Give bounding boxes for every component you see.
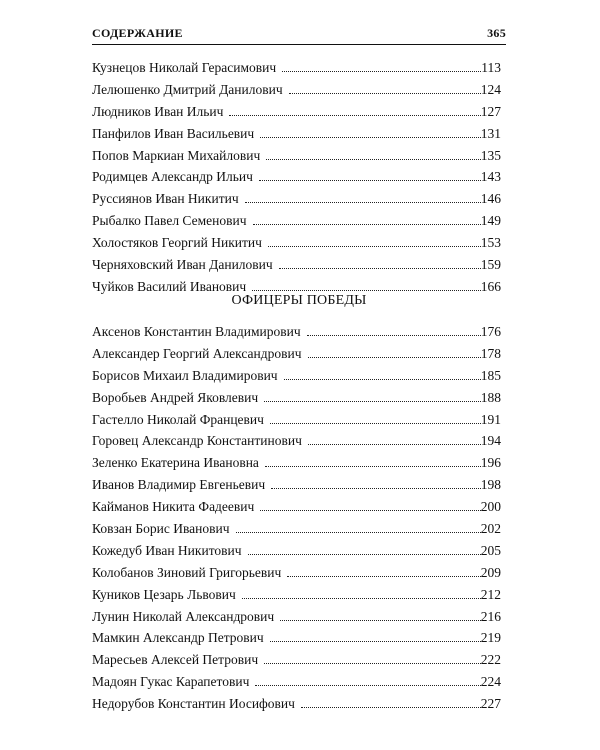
- toc-entry: [92, 518, 501, 540]
- dot-leader: [270, 411, 481, 424]
- toc-list-section-1: [92, 57, 501, 298]
- dot-leader: [307, 323, 481, 336]
- toc-entry-page: 209: [480, 564, 501, 580]
- toc-entry-page: 176: [480, 324, 501, 339]
- toc-entry-page: 196: [480, 455, 501, 471]
- toc-entry-page: 113: [481, 60, 501, 75]
- dot-leader: [287, 564, 480, 577]
- toc-entry: [92, 188, 501, 210]
- toc-entry-page: 135: [480, 147, 501, 163]
- toc-list-section-2: [92, 321, 501, 715]
- dot-leader: [259, 168, 481, 181]
- toc-entry: [92, 145, 501, 167]
- toc-entry-page: 205: [480, 542, 501, 558]
- toc-entry-name: Родимцев Александр Ильич: [92, 169, 253, 185]
- toc-entry-name: Колобанов Зиновий Григорьевич: [92, 564, 282, 580]
- toc-entry-name: Горовец Александр Константинович: [92, 433, 302, 449]
- toc-entry-name: Недорубов Константин Иосифович: [92, 696, 295, 712]
- dot-leader: [284, 367, 481, 380]
- toc-entry-page: 224: [480, 674, 501, 690]
- toc-entry-page: 191: [480, 411, 501, 427]
- toc-entry: [92, 693, 501, 715]
- toc-entry: [92, 166, 501, 188]
- dot-leader: [266, 147, 481, 160]
- toc-entry-name: Борисов Михаил Владимирович: [92, 367, 278, 383]
- toc-entry-page: 153: [480, 235, 501, 251]
- dot-leader: [242, 586, 481, 599]
- toc-entry-name: Чуйков Василий Иванович: [92, 278, 247, 294]
- dot-leader: [260, 498, 480, 511]
- toc-entry-name: Холостяков Георгий Никитич: [92, 235, 262, 251]
- toc-entry: [92, 671, 501, 693]
- toc-entry-page: 131: [480, 125, 501, 141]
- toc-entry-name: Иванов Владимир Евгеньевич: [92, 477, 266, 493]
- dot-leader: [271, 476, 481, 489]
- toc-entry: [92, 343, 501, 365]
- dot-leader: [260, 125, 481, 138]
- toc-entry: [92, 649, 501, 671]
- toc-entry-name: Кожедуб Иван Никитович: [92, 542, 242, 558]
- toc-entry-name: Зеленко Екатерина Ивановна: [92, 455, 259, 471]
- toc-entry: [92, 101, 501, 123]
- toc-entry-page: 212: [480, 586, 501, 602]
- toc-entry: [92, 365, 501, 387]
- toc-entry-page: 149: [480, 213, 501, 229]
- toc-entry-page: 202: [480, 521, 501, 537]
- dot-leader: [265, 454, 481, 467]
- toc-entry-page: 143: [480, 169, 501, 185]
- header-page-number: 365: [487, 26, 506, 40]
- toc-entry-name: Рыбалко Павел Семенович: [92, 213, 247, 229]
- toc-entry-page: 219: [480, 630, 501, 646]
- toc-entry-name: Лелюшенко Дмитрий Данилович: [92, 81, 283, 97]
- dot-leader: [268, 234, 481, 247]
- toc-entry-name: Кузнецов Николай Герасимович: [92, 60, 277, 75]
- toc-entry: [92, 584, 501, 606]
- toc-entry: [92, 210, 501, 232]
- toc-entry: [92, 79, 501, 101]
- toc-entry: [92, 387, 501, 409]
- toc-entry-name: Черняховский Иван Данилович: [92, 257, 273, 273]
- dot-leader: [301, 695, 481, 708]
- toc-entry-page: 185: [480, 367, 501, 383]
- running-header: [92, 24, 506, 45]
- toc-entry: [92, 562, 501, 584]
- dot-leader: [280, 608, 481, 621]
- dot-leader: [289, 81, 481, 94]
- toc-entry-page: 146: [480, 191, 501, 207]
- toc-entry-name: Руссиянов Иван Никитич: [92, 191, 239, 207]
- toc-entry-name: Воробьев Андрей Яковлевич: [92, 389, 259, 405]
- toc-entry-name: Маресьев Алексей Петрович: [92, 652, 259, 668]
- toc-entry-page: 194: [480, 433, 501, 449]
- toc-entry: [92, 254, 501, 276]
- toc-entry-page: 222: [480, 652, 501, 668]
- toc-entry-name: Ковзан Борис Иванович: [92, 521, 230, 537]
- toc-entry-name: Гастелло Николай Францевич: [92, 411, 264, 427]
- toc-entry-page: 227: [480, 696, 501, 712]
- toc-entry-name: Панфилов Иван Васильевич: [92, 125, 255, 141]
- toc-entry-page: 124: [480, 81, 501, 97]
- dot-leader: [308, 432, 481, 445]
- toc-entry: [92, 57, 501, 79]
- toc-entry-page: 127: [480, 103, 501, 119]
- header-title: СОДЕРЖАНИЕ: [92, 26, 183, 40]
- toc-entry-name: Людников Иван Ильич: [92, 103, 224, 119]
- toc-entry-page: 200: [480, 499, 501, 515]
- toc-entry: [92, 474, 501, 496]
- dot-leader: [229, 103, 480, 116]
- toc-entry-page: 178: [480, 345, 501, 361]
- section-title: ОФИЦЕРЫ ПОБЕДЫ: [231, 293, 367, 308]
- toc-entry-name: Лунин Николай Александрович: [92, 608, 275, 624]
- toc-entry: [92, 321, 501, 343]
- toc-entry-name: Кайманов Никита Фадеевич: [92, 499, 255, 515]
- toc-entry-name: Куников Цезарь Львович: [92, 586, 236, 602]
- dot-leader: [282, 59, 481, 72]
- toc-entry-name: Александер Георгий Александрович: [92, 345, 302, 361]
- toc-entry: [92, 232, 501, 254]
- toc-entry-name: Попов Маркиан Михайлович: [92, 147, 261, 163]
- dot-leader: [279, 256, 481, 269]
- dot-leader: [252, 278, 481, 291]
- toc-entry: [92, 409, 501, 431]
- toc-entry: [92, 627, 501, 649]
- toc-entry-name: Аксенов Константин Владимирович: [92, 324, 301, 339]
- toc-entry-page: 166: [480, 278, 501, 294]
- toc-entry-page: 159: [480, 257, 501, 273]
- toc-entry: [92, 496, 501, 518]
- dot-leader: [308, 345, 481, 358]
- dot-leader: [264, 651, 481, 664]
- toc-entry-name: Мадоян Гукас Карапетович: [92, 674, 250, 690]
- toc-entry: [92, 540, 501, 562]
- toc-entry: [92, 606, 501, 628]
- toc-entry-page: 188: [480, 389, 501, 405]
- dot-leader: [248, 542, 481, 555]
- toc-entry: [92, 452, 501, 474]
- dot-leader: [236, 520, 481, 533]
- toc-entry-page: 198: [480, 477, 501, 493]
- toc-entry: [92, 430, 501, 452]
- toc-entry: [92, 123, 501, 145]
- dot-leader: [255, 673, 480, 686]
- dot-leader: [253, 212, 481, 225]
- dot-leader: [245, 190, 481, 203]
- dot-leader: [270, 629, 481, 642]
- toc-entry-name: Мамкин Александр Петрович: [92, 630, 264, 646]
- dot-leader: [264, 389, 481, 402]
- toc-entry-page: 216: [480, 608, 501, 624]
